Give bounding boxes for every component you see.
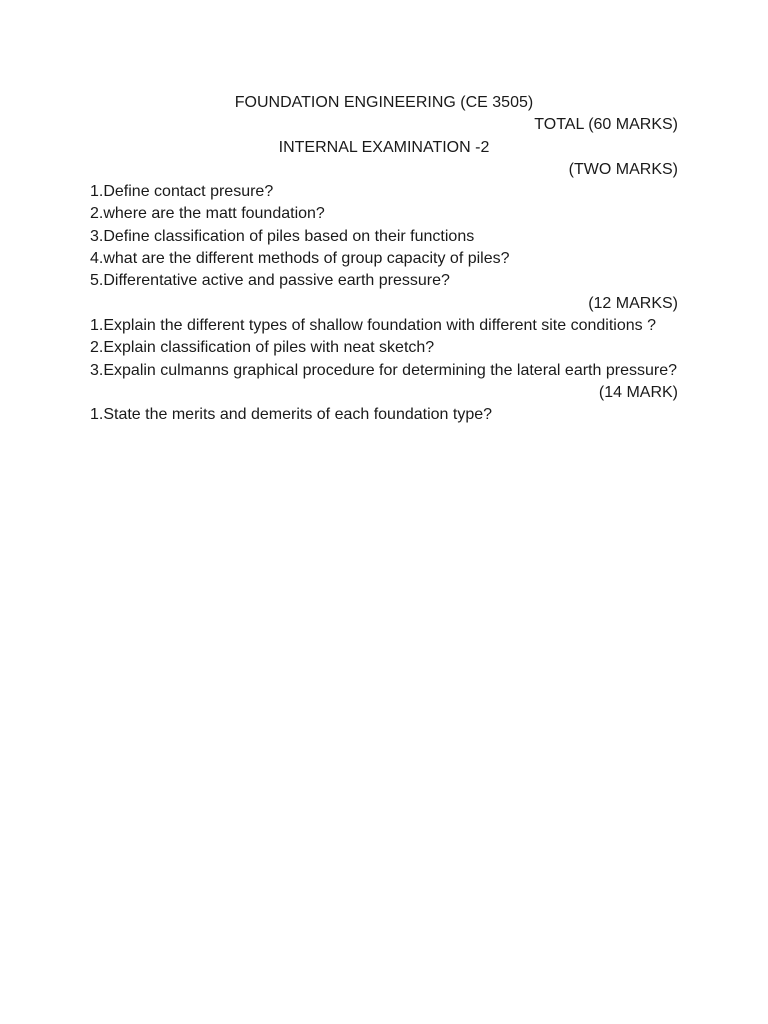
section-twelve-marks (90, 293, 678, 382)
document-title: FOUNDATION ENGINEERING (CE 3505) (234, 94, 534, 111)
exam-name: INTERNAL EXAMINATION -2 (278, 138, 490, 156)
question-item: 4.what are the different methods of group capacity of piles? (90, 250, 510, 268)
section-heading: (12 MARKS) (588, 294, 678, 312)
question-item: 1.Define contact presure? (90, 183, 274, 201)
section-fourteen-marks (90, 382, 678, 427)
question-item: 2.where are the matt foundation? (90, 205, 325, 223)
section-two-marks (90, 159, 678, 293)
question-item: 2.Explain classification of piles with neat sketch? (90, 339, 435, 357)
section-heading: (TWO MARKS) (568, 160, 678, 178)
question-item: 3.Expalin culmanns graphical procedure for determining the lateral earth pressure? (90, 361, 677, 379)
question-item: 3.Define classification of piles based on their functions (90, 227, 475, 245)
exam-document (90, 92, 678, 426)
question-item: 5.Differentative active and passive earth pressure? (90, 272, 450, 290)
total-marks: TOTAL (60 MARKS) (534, 116, 678, 134)
section-heading: (14 MARK) (598, 383, 678, 401)
question-item: 1.Explain the different types of shallow foundation with different site conditions ? (90, 316, 656, 334)
question-item: 1.State the merits and demerits of each foundation type? (90, 406, 493, 424)
